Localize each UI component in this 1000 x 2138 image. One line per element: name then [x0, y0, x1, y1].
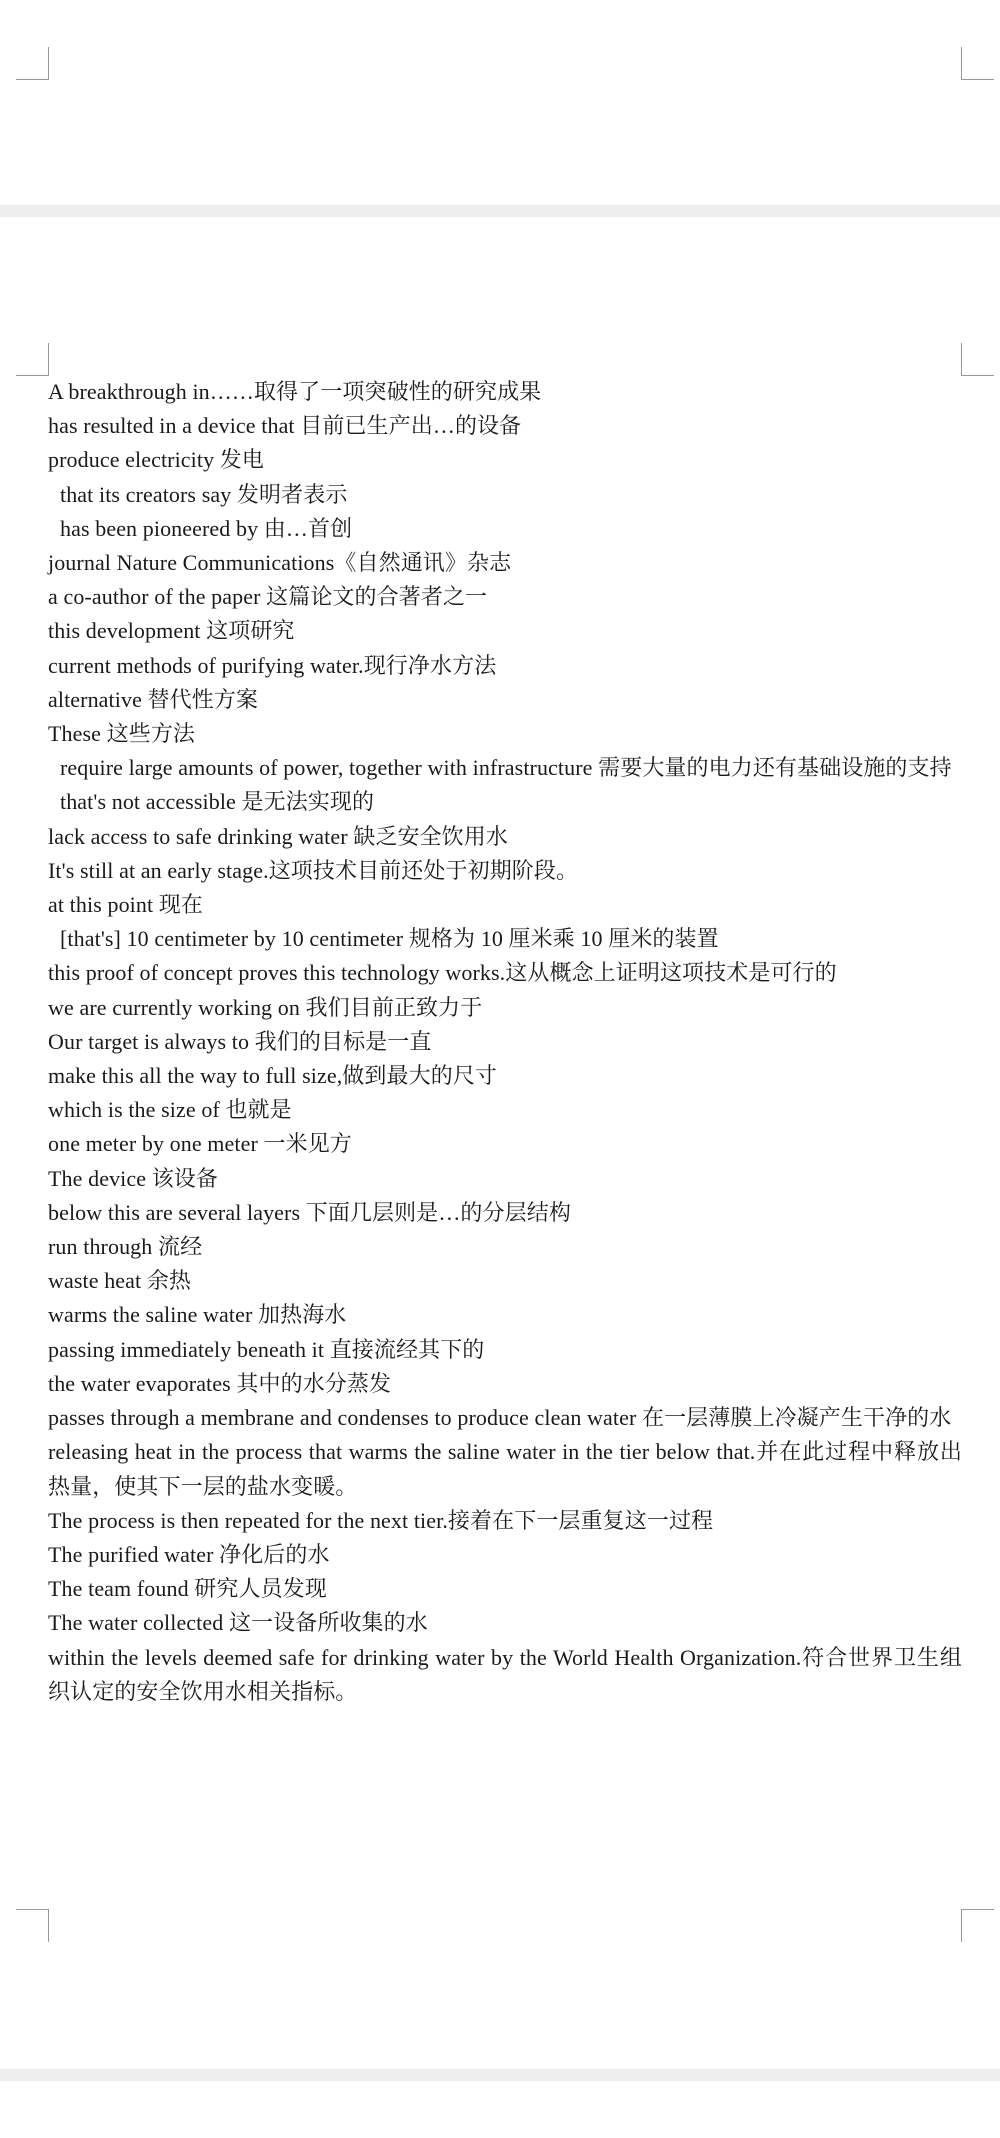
text-line: Our target is always to 我们的目标是一直 — [48, 1028, 432, 1054]
text-line: These 这些方法 — [48, 721, 196, 747]
text-line: It's still at an early stage.这项技术目前还处于初期阶段。 — [48, 857, 579, 883]
text-line: run through 流经 — [48, 1234, 203, 1260]
text-line: passes through a membrane and condenses to produce clean water 在一层薄膜上冷凝产生干净的水 — [48, 1405, 952, 1431]
text-line: alternative 替代性方案 — [48, 686, 259, 712]
previous-page-bottom — [0, 0, 1000, 205]
text-line: which is the size of 也就是 — [48, 1097, 292, 1123]
text-line: within the levels deemed safe for drinking water by the World Health Organization.符合世界卫生组织认定的安全饮用水相关指标。 — [48, 1644, 962, 1704]
text-line: passing immediately beneath it 直接流经其下的 — [48, 1336, 485, 1362]
text-line: A breakthrough in……取得了一项突破性的研究成果 — [48, 379, 542, 404]
text-line: the water evaporates 其中的水分蒸发 — [48, 1370, 392, 1396]
text-line: current methods of purifying water.现行净水方法 — [48, 652, 497, 678]
text-line: [that's] 10 centimeter by 10 centimeter 规格为 10 厘米乘 10 厘米的装置 — [60, 926, 719, 952]
text-line: that its creators say 发明者表示 — [60, 481, 348, 507]
text-line: produce electricity 发电 — [48, 447, 265, 473]
text-line: has resulted in a device that 目前已生产出…的设备 — [48, 413, 522, 439]
text-line: one meter by one meter 一米见方 — [48, 1131, 352, 1157]
text-line: journal Nature Communications《自然通讯》杂志 — [48, 550, 512, 576]
text-line: below this are several layers 下面几层则是…的分层结构 — [48, 1199, 571, 1225]
text-line: The process is then repeated for the next tier.接着在下一层重复这一过程 — [48, 1507, 714, 1533]
text-line: waste heat 余热 — [48, 1268, 192, 1294]
text-line: The team found 研究人员发现 — [48, 1576, 327, 1602]
text-line: at this point 现在 — [48, 892, 203, 918]
text-line: this proof of concept proves this technology works.这从概念上证明这项技术是可行的 — [48, 960, 837, 986]
text-line: The device 该设备 — [48, 1165, 219, 1191]
page-separator — [0, 2069, 1000, 2081]
text-line: has been pioneered by 由…首创 — [60, 515, 353, 541]
text-line: releasing heat in the process that warms the saline water in the tier below that.并在此过程中释放出热量，使其下一层的盐水变暖。 — [48, 1439, 962, 1499]
crop-mark-top-left — [16, 343, 49, 376]
document-body[interactable] — [48, 375, 962, 1709]
text-line: lack access to safe drinking water 缺乏安全饮用水 — [48, 823, 508, 849]
text-line: The purified water 净化后的水 — [48, 1541, 330, 1567]
crop-mark-top-right — [961, 343, 994, 376]
text-line: warms the saline water 加热海水 — [48, 1302, 347, 1328]
text-line: this development 这项研究 — [48, 618, 295, 644]
text-line: make this all the way to full size,做到最大的尺寸 — [48, 1063, 498, 1089]
text-line: require large amounts of power, together with infrastructure 需要大量的电力还有基础设施的支持 — [60, 755, 952, 781]
text-line: that's not accessible 是无法实现的 — [60, 789, 375, 815]
text-line: The water collected 这一设备所收集的水 — [48, 1610, 428, 1636]
crop-mark-bottom-right — [961, 1909, 994, 1942]
text-line: we are currently working on 我们目前正致力于 — [48, 994, 483, 1020]
text-line: a co-author of the paper 这篇论文的合著者之一 — [48, 584, 488, 610]
page-separator — [0, 205, 1000, 217]
crop-mark-bottom-left — [16, 1909, 49, 1942]
crop-mark-top-left — [16, 47, 49, 80]
crop-mark-top-right — [961, 47, 994, 80]
